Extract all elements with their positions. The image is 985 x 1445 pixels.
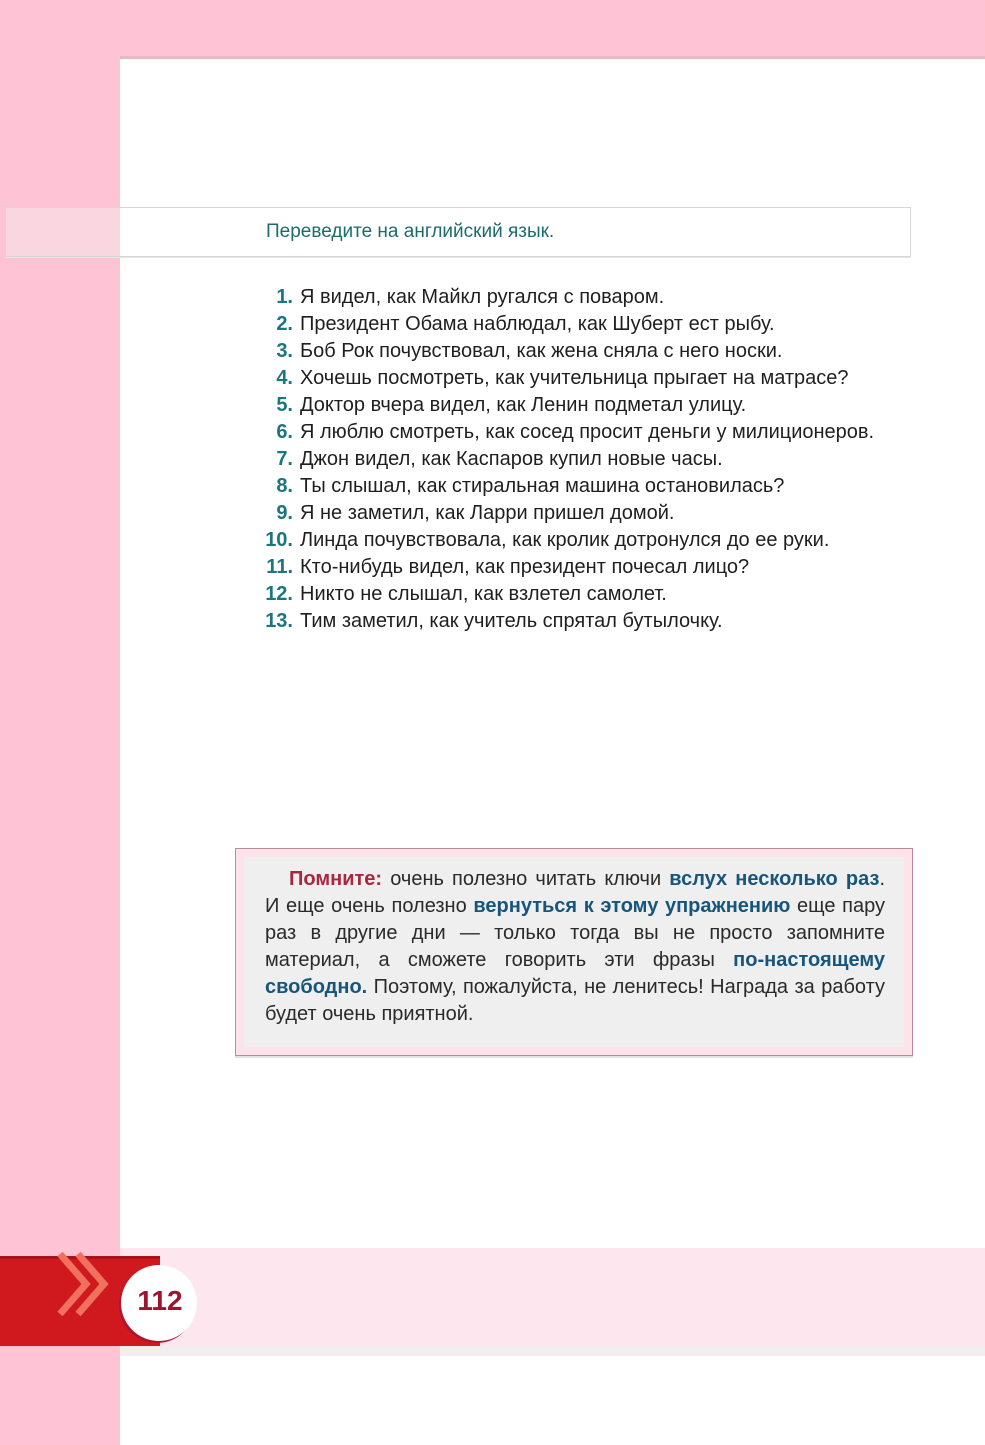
item-text: Кто-нибудь видел, как президент почесал лицо? xyxy=(300,556,750,578)
reminder-text-part: . И еще очень полезно xyxy=(265,868,885,917)
exercise-item xyxy=(260,392,885,419)
instruction-box xyxy=(5,207,911,257)
exercise-item xyxy=(260,311,885,338)
exercise-item xyxy=(260,554,885,581)
exercise-item xyxy=(260,446,885,473)
exercise-item xyxy=(260,473,885,500)
item-text: Боб Рок почувствовал, как жена сняла с него носки. xyxy=(300,340,783,362)
exercise-item xyxy=(260,608,885,635)
top-decorative-band xyxy=(0,0,985,58)
item-number: 11. xyxy=(266,556,293,578)
item-number: 9. xyxy=(276,502,293,524)
item-number: 1. xyxy=(276,286,293,308)
item-text: Тим заметил, как учитель спрятал бутылочку. xyxy=(300,610,723,632)
footer-band-shadow xyxy=(120,1346,985,1356)
item-text: Джон видел, как Каспаров купил новые часы. xyxy=(300,448,723,470)
reminder-label: Помните: xyxy=(289,868,383,890)
item-number: 6. xyxy=(276,421,293,443)
item-number: 12. xyxy=(265,583,293,605)
item-number: 2. xyxy=(276,313,293,335)
page-number: 112 xyxy=(137,1285,183,1316)
double-chevron-right-icon xyxy=(52,1250,122,1320)
reminder-highlight: по-настоящему свободно. xyxy=(265,949,885,998)
exercise-item xyxy=(260,527,885,554)
item-text: Доктор вчера видел, как Ленин подметал улицу. xyxy=(300,394,747,416)
item-text: Я видел, как Майкл ругался с поваром. xyxy=(300,286,665,308)
item-number: 4. xyxy=(276,367,293,389)
reminder-text xyxy=(265,866,885,1028)
footer-band xyxy=(120,1248,985,1346)
exercise-item xyxy=(260,365,885,392)
item-text: Ты слышал, как стиральная машина остановилась? xyxy=(300,475,785,497)
exercise-item xyxy=(260,419,885,446)
item-number: 3. xyxy=(276,340,293,362)
item-number: 7. xyxy=(276,448,293,470)
item-number: 8. xyxy=(276,475,293,497)
item-text: Я не заметил, как Ларри пришел домой. xyxy=(300,502,675,524)
item-text: Хочешь посмотреть, как учительница прыгает на матрасе? xyxy=(300,367,849,389)
instruction-box-tint xyxy=(6,208,120,256)
reminder-text-part: очень полезно читать ключи xyxy=(382,868,670,890)
instruction-text: Переведите на английский язык. xyxy=(266,221,555,242)
item-number: 10. xyxy=(265,529,293,551)
item-text: Никто не слышал, как взлетел самолет. xyxy=(300,583,667,605)
reminder-highlight: вернуться к этому упражнению xyxy=(473,895,791,917)
reminder-text-part: еще пару раз в другие дни — только тогда вы не просто запомните материал, а сможете говорить эти фразы xyxy=(265,895,885,971)
item-text: Линда почувствовала, как кролик дотронулся до ее руки. xyxy=(300,529,830,551)
reminder-highlight: вслух несколько раз xyxy=(669,868,880,890)
exercise-item xyxy=(260,284,885,311)
top-band-shadow xyxy=(120,56,985,59)
item-number: 5. xyxy=(276,394,293,416)
item-text: Я люблю смотреть, как сосед просит деньги у милиционеров. xyxy=(300,421,875,443)
exercise-item xyxy=(260,338,885,365)
exercise-item xyxy=(260,500,885,527)
item-number: 13. xyxy=(265,610,293,632)
exercise-list xyxy=(260,284,885,635)
reminder-text-part: Поэтому, пожалуйста, не ленитесь! Награда за работу будет очень приятной. xyxy=(265,976,885,1025)
exercise-item xyxy=(260,581,885,608)
item-text: Президент Обама наблюдал, как Шуберт ест рыбу. xyxy=(300,313,775,335)
